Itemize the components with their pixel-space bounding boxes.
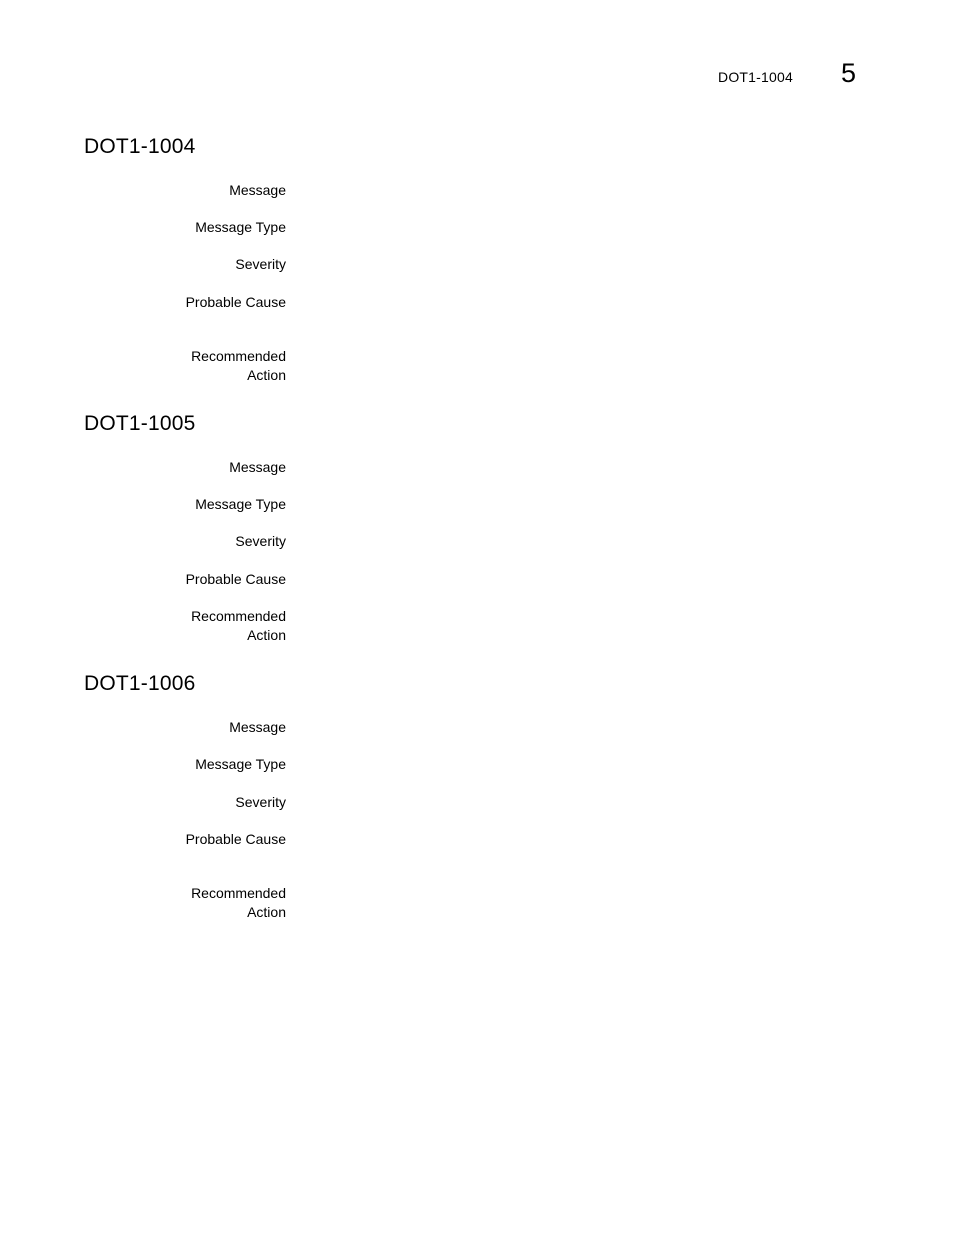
message-section-dot1-1006 xyxy=(84,673,864,694)
label-severity: Severity xyxy=(235,794,286,810)
page-header xyxy=(718,58,856,89)
message-section-dot1-1004 xyxy=(84,136,864,157)
label-probable-cause: Probable Cause xyxy=(185,571,286,587)
label-recommended-action: Recommended Action xyxy=(191,348,286,383)
label-severity: Severity xyxy=(235,256,286,272)
section-title: DOT1-1006 xyxy=(84,672,196,695)
message-section-dot1-1005 xyxy=(84,413,864,434)
label-probable-cause: Probable Cause xyxy=(185,831,286,847)
section-title: DOT1-1004 xyxy=(84,135,196,158)
section-title: DOT1-1005 xyxy=(84,412,196,435)
label-message-type: Message Type xyxy=(195,756,286,772)
label-message-type: Message Type xyxy=(195,496,286,512)
label-severity: Severity xyxy=(235,533,286,549)
label-recommended-action: Recommended Action xyxy=(191,608,286,643)
label-message-type: Message Type xyxy=(195,219,286,235)
chapter-number: 5 xyxy=(840,58,856,88)
label-probable-cause: Probable Cause xyxy=(185,294,286,310)
label-message: Message xyxy=(229,459,286,475)
label-message: Message xyxy=(229,719,286,735)
running-header-code: DOT1-1004 xyxy=(718,69,793,85)
label-recommended-action: Recommended Action xyxy=(191,885,286,920)
label-message: Message xyxy=(229,182,286,198)
